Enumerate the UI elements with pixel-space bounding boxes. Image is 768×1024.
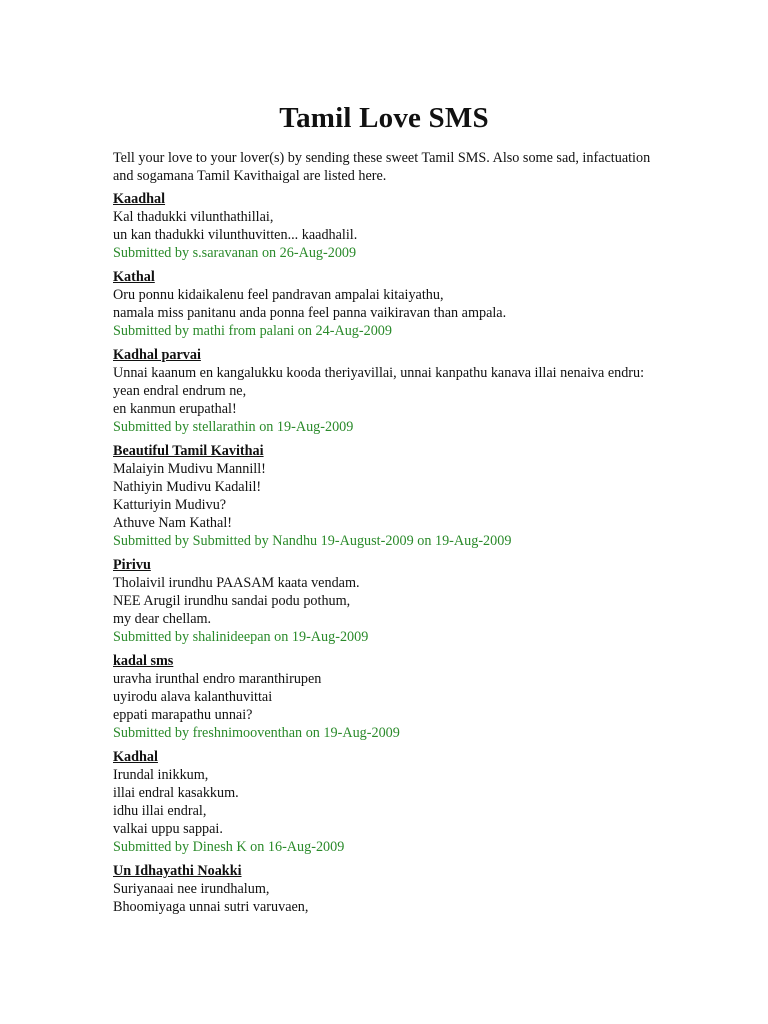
sms-entry-submitted-by: Submitted by shalinideepan on 19-Aug-2009 <box>113 629 369 645</box>
sms-entry-line: idhu illai endral, <box>113 803 207 819</box>
sms-entry-line: NEE Arugil irundhu sandai podu pothum, <box>113 593 351 609</box>
sms-entry-title: Pirivu <box>113 557 151 573</box>
sms-entry-line: Bhoomiyaga unnai sutri varuvaen, <box>113 899 309 915</box>
sms-entry-line: Malaiyin Mudivu Mannill! <box>113 461 266 477</box>
sms-entry <box>113 748 713 856</box>
page-title: Tamil Love SMS <box>279 102 489 134</box>
sms-entry-submitted-by: Submitted by mathi from palani on 24-Aug-2009 <box>113 323 392 339</box>
sms-entry-submitted-by: Submitted by stellarathin on 19-Aug-2009 <box>113 419 354 435</box>
sms-entry-line: uyirodu alava kalanthuvittai <box>113 689 273 705</box>
sms-entry-line: illai endral kasakkum. <box>113 785 239 801</box>
sms-entry <box>113 190 713 262</box>
sms-entry <box>113 442 713 550</box>
sms-entry-title: kadal sms <box>113 653 174 669</box>
sms-entry-submitted-by: Submitted by freshnimooventhan on 19-Aug-2009 <box>113 725 400 741</box>
sms-entry-title: Kaadhal <box>113 191 166 207</box>
sms-entry-line: eppati marapathu unnai? <box>113 707 253 723</box>
sms-entry-line: valkai uppu sappai. <box>113 821 223 837</box>
sms-entry <box>113 652 713 742</box>
sms-entry-submitted-by: Submitted by s.saravanan on 26-Aug-2009 <box>113 245 357 261</box>
sms-entry-title: Beautiful Tamil Kavithai <box>113 443 264 459</box>
sms-entry-line: Athuve Nam Kathal! <box>113 515 232 531</box>
sms-entry-line: Katturiyin Mudivu? <box>113 497 227 513</box>
sms-entry-line: Irundal inikkum, <box>113 767 209 783</box>
sms-entry-submitted-by: Submitted by Submitted by Nandhu 19-August-2009 on 19-Aug-2009 <box>113 533 512 549</box>
sms-entry-line: Suriyanaai nee irundhalum, <box>113 881 270 897</box>
sms-entry <box>113 268 713 340</box>
sms-entry <box>113 862 713 916</box>
sms-entry <box>113 556 713 646</box>
sms-entry-line: Nathiyin Mudivu Kadalil! <box>113 479 262 495</box>
sms-entry-line: Unnai kaanum en kangalukku kooda theriyavillai, unnai kanpathu kanava illai nenaiva endru: <box>113 365 645 381</box>
sms-entry-title: Kadhal <box>113 749 158 765</box>
sms-entry-line: uravha irunthal endro maranthirupen <box>113 671 322 687</box>
sms-entry-line: Tholaivil irundhu PAASAM kaata vendam. <box>113 575 360 591</box>
sms-list <box>113 190 713 922</box>
sms-entry-submitted-by: Submitted by Dinesh K on 16-Aug-2009 <box>113 839 345 855</box>
sms-entry-line: yean endral endrum ne, <box>113 383 247 399</box>
sms-entry-title: Kadhal parvai <box>113 347 201 363</box>
intro-paragraph: Tell your love to your lover(s) by sending these sweet Tamil SMS. Also some sad, infactuation and sogamana Tamil Kavithaigal are listed here. <box>113 150 651 184</box>
sms-entry-line: my dear chellam. <box>113 611 212 627</box>
sms-entry-line: Oru ponnu kidaikalenu feel pandravan ampalai kitaiyathu, <box>113 287 444 303</box>
sms-entry-line: namala miss panitanu anda ponna feel panna vaikiravan than ampala. <box>113 305 507 321</box>
sms-entry-line: Kal thadukki vilunthathillai, <box>113 209 274 225</box>
sms-entry-title: Un Idhayathi Noakki <box>113 863 242 879</box>
sms-entry <box>113 346 713 436</box>
sms-entry-line: en kanmun erupathal! <box>113 401 237 417</box>
sms-entry-line: un kan thadukki vilunthuvitten... kaadhalil. <box>113 227 358 243</box>
sms-entry-title: Kathal <box>113 269 155 285</box>
